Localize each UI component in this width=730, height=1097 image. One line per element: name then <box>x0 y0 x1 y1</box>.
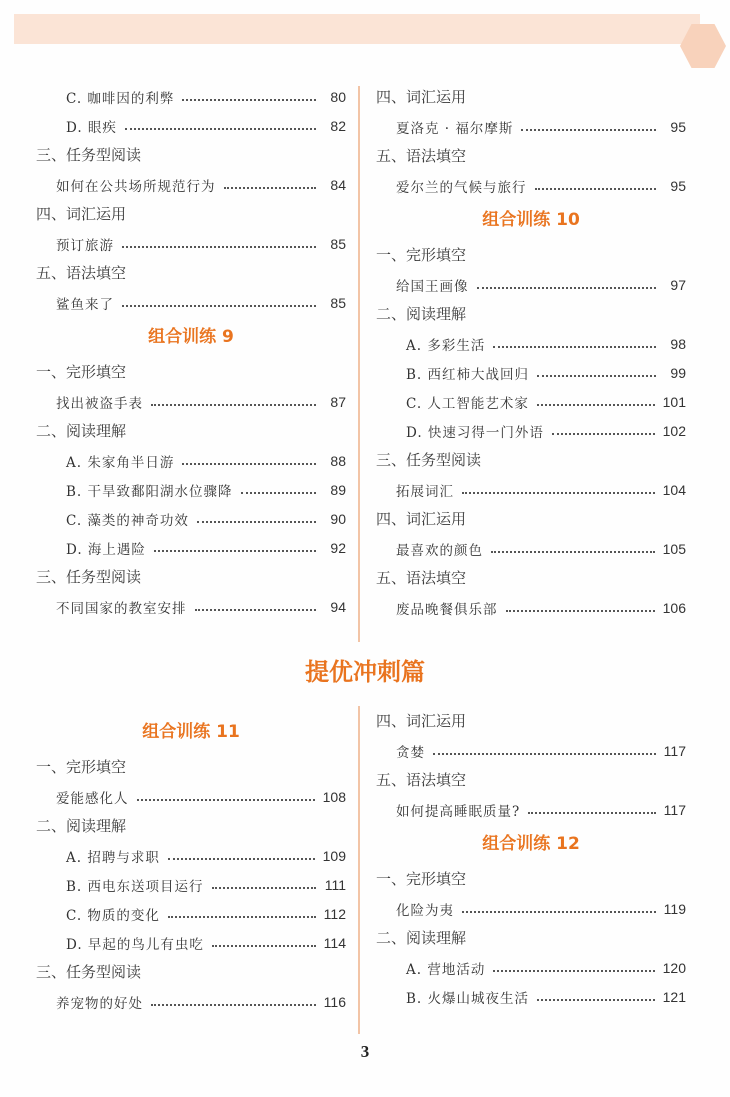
toc-entry[interactable] <box>36 870 346 899</box>
toc-entry-page: 121 <box>662 988 686 1005</box>
toc-entry-title: 如何提高睡眠质量? <box>396 803 521 820</box>
toc-section-heading: 五、语法填空 <box>376 147 467 165</box>
toc-entry-page: 117 <box>663 742 686 759</box>
toc-entry[interactable] <box>376 171 686 200</box>
toc-entry-page: 99 <box>670 364 686 381</box>
dot-leader <box>168 916 316 918</box>
dot-leader <box>197 521 316 523</box>
dot-leader <box>212 945 316 947</box>
toc-section-heading: 五、语法填空 <box>376 569 467 587</box>
toc-section-heading: 一、完形填空 <box>376 870 467 888</box>
toc-entry[interactable] <box>36 533 346 562</box>
dot-leader <box>241 492 316 494</box>
toc-entry-page: 92 <box>330 539 346 556</box>
toc-section-heading: 五、语法填空 <box>376 771 467 789</box>
toc-entry-page: 85 <box>330 235 346 252</box>
toc-section-heading: 三、任务型阅读 <box>36 146 142 164</box>
toc-entry[interactable] <box>36 987 346 1016</box>
toc-entry-title: 爱尔兰的气候与旅行 <box>396 179 527 196</box>
dot-leader <box>506 610 655 612</box>
toc-section-heading: 三、任务型阅读 <box>36 963 142 981</box>
toc-entry-page: 102 <box>662 422 686 439</box>
toc-entry-title: 鲨鱼来了 <box>56 296 114 313</box>
toc-entry-page: 80 <box>330 88 346 105</box>
dot-leader <box>537 375 656 377</box>
toc-entry-title: A. 招聘与求职 <box>66 849 160 866</box>
toc-entry[interactable] <box>376 112 686 141</box>
toc-entry-title: 最喜欢的颜色 <box>396 542 483 559</box>
toc-entry-title: B. 干旱致鄱阳湖水位骤降 <box>66 483 233 500</box>
header-band <box>14 14 700 44</box>
toc-section-heading: 一、完形填空 <box>36 758 127 776</box>
dot-leader <box>493 346 656 348</box>
toc-entry[interactable] <box>376 736 686 765</box>
toc-section-heading: 三、任务型阅读 <box>36 568 142 586</box>
toc-entry[interactable] <box>36 592 346 621</box>
toc-entry-title: C. 咖啡因的利弊 <box>66 90 175 107</box>
dot-leader <box>552 433 655 435</box>
toc-entry-title: A. 朱家角半日游 <box>66 454 175 471</box>
toc-entry[interactable] <box>376 358 686 387</box>
toc-entry-page: 95 <box>670 118 686 135</box>
toc-entry-title: 给国王画像 <box>396 278 469 295</box>
toc-entry-title: 化险为夷 <box>396 902 454 919</box>
toc-entry-page: 104 <box>662 481 686 498</box>
dot-leader <box>154 550 316 552</box>
toc-entry[interactable] <box>36 229 346 258</box>
dot-leader <box>168 858 315 860</box>
dot-leader <box>137 799 315 801</box>
toc-section-heading: 四、词汇运用 <box>376 712 467 730</box>
toc-entry-page: 109 <box>322 847 346 864</box>
toc-entry-page: 106 <box>662 599 686 616</box>
toc-group-heading: 组合训练 9 <box>148 327 234 347</box>
toc-entry-title: 拓展词汇 <box>396 483 454 500</box>
part-heading: 提优冲刺篇 <box>305 657 425 686</box>
dot-leader <box>212 887 316 889</box>
dot-leader <box>182 99 316 101</box>
toc-entry-title: 爱能感化人 <box>56 790 129 807</box>
toc-entry[interactable] <box>36 111 346 140</box>
toc-entry[interactable] <box>36 170 346 199</box>
toc-entry-title: D. 快速习得一门外语 <box>406 424 544 441</box>
toc-entry-page: 101 <box>662 393 686 410</box>
toc-section-heading: 四、词汇运用 <box>36 205 127 223</box>
toc-entry-title: B. 西电东送项目运行 <box>66 878 204 895</box>
page-number: 3 <box>360 1042 370 1061</box>
toc-group-heading: 组合训练 10 <box>482 210 580 230</box>
toc-entry[interactable] <box>376 329 686 358</box>
toc-entry-title: D. 眼疾 <box>66 119 117 136</box>
toc-entry-page: 90 <box>330 510 346 527</box>
toc-group-heading: 组合训练 12 <box>482 834 580 854</box>
toc-entry-page: 88 <box>330 452 346 469</box>
toc-entry[interactable] <box>36 504 346 533</box>
toc-entry-page: 116 <box>323 993 346 1010</box>
toc-entry-title: 养宠物的好处 <box>56 995 143 1012</box>
toc-entry[interactable] <box>36 782 346 811</box>
toc-section-heading: 四、词汇运用 <box>376 510 467 528</box>
toc-entry-title: 贪婪 <box>396 744 425 761</box>
column-divider-bottom <box>358 706 360 1034</box>
dot-leader <box>224 187 317 189</box>
toc-entry-title: D. 早起的鸟儿有虫吃 <box>66 936 204 953</box>
toc-entry-title: C. 物质的变化 <box>66 907 160 924</box>
toc-section-heading: 二、阅读理解 <box>36 817 127 835</box>
dot-leader <box>491 551 655 553</box>
toc-entry[interactable] <box>376 534 686 563</box>
toc-entry[interactable] <box>36 288 346 317</box>
toc-section-heading: 四、词汇运用 <box>376 88 467 106</box>
toc-entry[interactable] <box>36 475 346 504</box>
dot-leader <box>528 812 655 814</box>
toc-entry-page: 114 <box>323 934 346 951</box>
dot-leader <box>182 463 316 465</box>
toc-entry-title: 找出被盗手表 <box>56 395 143 412</box>
toc-entry[interactable] <box>376 387 686 416</box>
toc-entry-title: 不同国家的教室安排 <box>56 600 187 617</box>
toc-entry-page: 111 <box>324 876 346 893</box>
toc-section-heading: 二、阅读理解 <box>36 422 127 440</box>
dot-leader <box>493 970 654 972</box>
toc-entry[interactable] <box>376 416 686 445</box>
toc-entry[interactable] <box>36 446 346 475</box>
dot-leader <box>477 287 657 289</box>
toc-entry[interactable] <box>36 387 346 416</box>
column-divider-top <box>358 86 360 642</box>
toc-entry-page: 89 <box>330 481 346 498</box>
toc-section-heading: 一、完形填空 <box>376 246 467 264</box>
dot-leader <box>122 246 316 248</box>
toc-entry-page: 84 <box>330 176 346 193</box>
dot-leader <box>521 129 656 131</box>
toc-entry-page: 120 <box>662 959 686 976</box>
toc-entry[interactable] <box>36 928 346 957</box>
toc-group-heading: 组合训练 11 <box>142 722 240 742</box>
toc-section-heading: 一、完形填空 <box>36 363 127 381</box>
dot-leader <box>462 492 655 494</box>
toc-entry[interactable] <box>36 82 346 111</box>
dot-leader <box>125 128 316 130</box>
toc-entry[interactable] <box>376 894 686 923</box>
toc-column-bottom-right <box>376 706 686 1011</box>
dot-leader <box>151 1004 316 1006</box>
toc-entry-page: 94 <box>330 598 346 615</box>
dot-leader <box>537 404 655 406</box>
toc-entry-title: 预订旅游 <box>56 237 114 254</box>
toc-entry-title: D. 海上遇险 <box>66 541 146 558</box>
toc-entry-page: 112 <box>323 905 346 922</box>
toc-entry-title: 如何在公共场所规范行为 <box>56 178 216 195</box>
dot-leader <box>433 753 656 755</box>
toc-entry-page: 117 <box>663 801 686 818</box>
dot-leader <box>195 609 317 611</box>
toc-entry-title: 废品晚餐俱乐部 <box>396 601 498 618</box>
toc-entry-title: A. 多彩生活 <box>406 337 486 354</box>
dot-leader <box>537 999 655 1001</box>
toc-entry-page: 82 <box>330 117 346 134</box>
toc-entry-page: 119 <box>663 900 686 917</box>
toc-entry-title: 夏洛克 · 福尔摩斯 <box>396 120 514 137</box>
toc-section-heading: 二、阅读理解 <box>376 929 467 947</box>
toc-entry-page: 85 <box>330 294 346 311</box>
toc-section-heading: 三、任务型阅读 <box>376 451 482 469</box>
toc-entry[interactable] <box>376 982 686 1011</box>
dot-leader <box>122 305 316 307</box>
toc-entry[interactable] <box>376 953 686 982</box>
toc-entry-page: 98 <box>670 335 686 352</box>
toc-column-top-left <box>36 82 346 621</box>
toc-section-heading: 五、语法填空 <box>36 264 127 282</box>
dot-leader <box>151 404 316 406</box>
toc-entry-title: C. 藻类的神奇功效 <box>66 512 189 529</box>
toc-entry-page: 87 <box>330 393 346 410</box>
toc-entry[interactable] <box>376 270 686 299</box>
toc-section-heading: 二、阅读理解 <box>376 305 467 323</box>
toc-entry-title: B. 火爆山城夜生活 <box>406 990 530 1007</box>
toc-entry-title: B. 西红柿大战回归 <box>406 366 530 383</box>
toc-entry-page: 105 <box>662 540 686 557</box>
toc-entry[interactable] <box>376 593 686 622</box>
toc-entry[interactable] <box>36 841 346 870</box>
toc-column-bottom-left <box>36 712 346 1016</box>
toc-entry-page: 97 <box>670 276 686 293</box>
toc-entry-page: 108 <box>322 788 346 805</box>
toc-entry[interactable] <box>36 899 346 928</box>
toc-entry-title: C. 人工智能艺术家 <box>406 395 529 412</box>
toc-entry[interactable] <box>376 795 686 824</box>
toc-entry-page: 95 <box>670 177 686 194</box>
toc-column-top-right <box>376 82 686 622</box>
dot-leader <box>462 911 656 913</box>
dot-leader <box>535 188 657 190</box>
toc-entry-title: A. 营地活动 <box>406 961 486 978</box>
toc-entry[interactable] <box>376 475 686 504</box>
